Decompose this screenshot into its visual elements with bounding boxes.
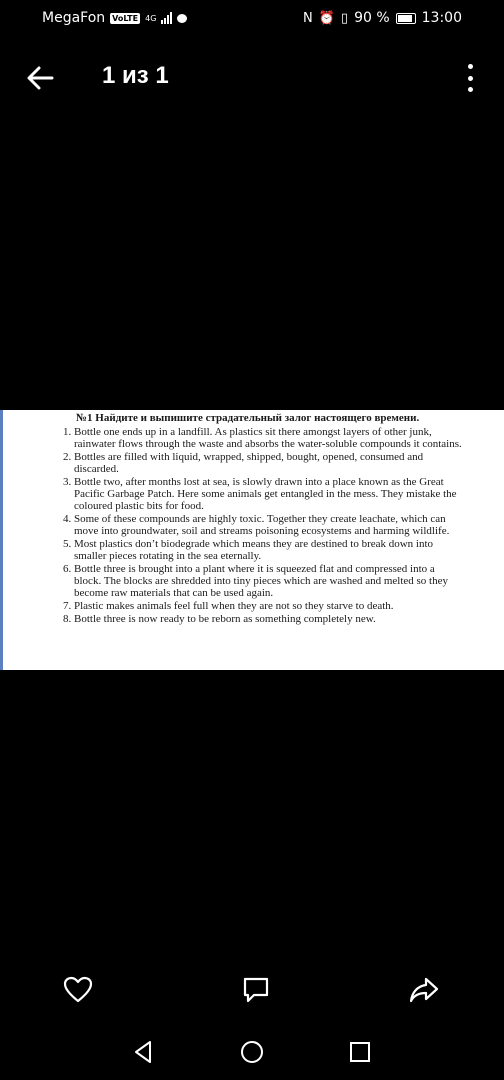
nav-home-icon[interactable] bbox=[238, 1038, 266, 1066]
page-counter-title: 1 из 1 bbox=[102, 62, 169, 89]
message-icon bbox=[177, 14, 187, 23]
share-icon[interactable] bbox=[408, 974, 440, 1006]
carrier-name: MegaFon bbox=[42, 10, 106, 26]
alarm-icon: ⏰ bbox=[318, 10, 335, 26]
document-image bbox=[0, 410, 504, 670]
action-bar bbox=[0, 966, 504, 1016]
list-item: 3. Bottle two, after months lost at sea, is slowly drawn into a place known as the Great Pacific Garbage Patch. Here some animals get entangled in the mess. They mistake the coloured plastic bits for food. bbox=[74, 477, 464, 512]
nfc-icon: N bbox=[302, 10, 313, 26]
app-bar bbox=[0, 50, 504, 106]
clock: 13:00 bbox=[421, 10, 462, 26]
list-item: 7. Plastic makes animals feel full when they are not so they starve to death. bbox=[74, 601, 464, 613]
nav-recents-icon[interactable] bbox=[346, 1038, 374, 1066]
list-item: 8. Bottle three is now ready to be reborn as something completely new. bbox=[74, 614, 464, 626]
nav-back-icon[interactable] bbox=[130, 1038, 158, 1066]
list-item: 6. Bottle three is brought into a plant where it is squeezed flat and compressed into a block. The blocks are shredded into tiny pieces which are washed and melted so they become raw materials that can be used again. bbox=[74, 564, 464, 599]
system-navigation-bar bbox=[0, 1030, 504, 1074]
back-arrow-icon[interactable] bbox=[24, 62, 56, 94]
document-list bbox=[0, 427, 464, 628]
signal-icon bbox=[161, 12, 172, 24]
list-item: 4. Some of these compounds are highly toxic. Together they create leachate, which can move into groundwater, soil and streams poisoning ecosystems and harming wildlife. bbox=[74, 514, 464, 538]
battery-icon bbox=[396, 13, 416, 24]
comment-icon[interactable] bbox=[240, 974, 272, 1006]
more-options-icon[interactable] bbox=[462, 64, 478, 92]
battery-percent: 90 % bbox=[354, 10, 390, 26]
status-left bbox=[42, 10, 187, 26]
vibrate-icon: ▯ bbox=[340, 10, 349, 26]
status-bar bbox=[0, 0, 504, 38]
list-item: 2. Bottles are filled with liquid, wrapped, shipped, bought, opened, consumed and discarded. bbox=[74, 452, 464, 476]
network-type: 4G bbox=[145, 13, 157, 23]
status-right bbox=[303, 10, 462, 26]
list-item: 5. Most plastics don’t biodegrade which means they are destined to break down into smaller pieces rotating in the sea eternally. bbox=[74, 539, 464, 563]
volte-badge: VoLTE bbox=[112, 13, 139, 23]
list-item: 1. Bottle one ends up in a landfill. As plastics sit there amongst layers of other junk, rainwater flows through the waste and absorbs the water-soluble compounds it contains. bbox=[74, 427, 464, 451]
document-title: №1 Найдите и выпишите страдательный залог настоящего времени. bbox=[76, 412, 420, 424]
heart-icon[interactable] bbox=[62, 974, 94, 1006]
